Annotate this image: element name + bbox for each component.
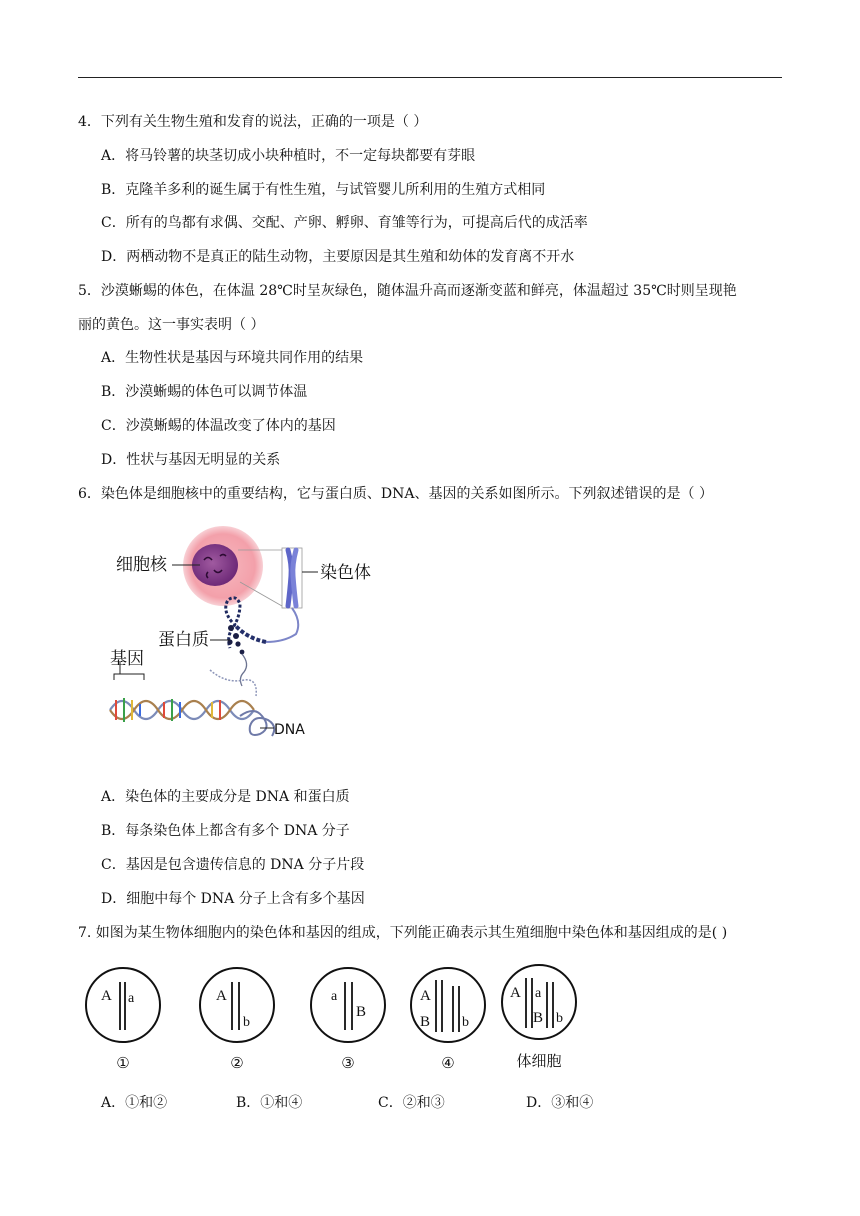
q4-option-b: B．克隆羊多利的诞生属于有性生殖，与试管婴儿所利用的生殖方式相同 <box>101 182 546 198</box>
body-cell <box>502 965 576 1070</box>
q5-stem-line1: 5．沙漠蜥蜴的体色，在体温 28℃时呈灰绿色，随体温升高而逐渐变蓝和鲜亮，体温超过 35℃时则呈现艳 <box>78 283 737 299</box>
cell-3-gene-1: a <box>331 989 338 1004</box>
q7-stem: 7. 如图为某生物体细胞内的染色体和基因的组成，下列能正确表示其生殖细胞中染色体和基因组成的是( ) <box>78 925 728 941</box>
cell-4 <box>411 968 485 1072</box>
cell-3-gene-2: B <box>356 1004 367 1020</box>
q4-option-c: C．所有的鸟都有求偶、交配、产卵、孵卵、育雏等行为，可提高后代的成活率 <box>101 215 588 231</box>
cell-4-gene-2: B <box>420 1014 431 1030</box>
body-cell-caption: 体细胞 <box>516 1052 562 1070</box>
q4-option-a: A．将马铃薯的块茎切成小块种植时，不一定每块都要有芽眼 <box>101 148 476 164</box>
label-nucleus: 细胞核 <box>116 555 167 575</box>
q7-option-c: C．②和③ <box>378 1095 445 1111</box>
q6-option-c: C．基因是包含遗传信息的 DNA 分子片段 <box>101 857 365 873</box>
q5-option-d: D．性状与基因无明显的关系 <box>101 452 281 468</box>
cell-3-caption: ③ <box>341 1054 355 1072</box>
label-gene: 基因 <box>110 649 144 669</box>
label-protein: 蛋白质 <box>158 630 209 650</box>
q6-option-a: A．染色体的主要成分是 DNA 和蛋白质 <box>101 789 350 805</box>
cell-2 <box>200 968 274 1072</box>
q7-option-a: A．①和② <box>101 1095 168 1111</box>
cell-4-gene-3: b <box>462 1015 469 1030</box>
cell-1-gene-1: A <box>101 988 112 1004</box>
q5-option-c: C．沙漠蜥蜴的体温改变了体内的基因 <box>101 418 336 434</box>
q5-option-b: B．沙漠蜥蜴的体色可以调节体温 <box>101 384 308 400</box>
body-cell-gene-2: a <box>535 986 542 1001</box>
label-dna: DNA <box>274 722 305 738</box>
cell-1-caption: ① <box>116 1054 130 1072</box>
cell-3 <box>311 968 385 1072</box>
body-cell-gene-1: A <box>510 985 521 1001</box>
q4-stem: 4．下列有关生物生殖和发育的说法，正确的一项是（ ） <box>78 114 428 130</box>
label-chromosome: 染色体 <box>320 563 371 583</box>
q7-option-b: B．①和④ <box>236 1095 303 1111</box>
q5-stem-line2: 丽的黄色。这一事实表明（ ） <box>78 317 265 333</box>
q4-option-d: D．两栖动物不是真正的陆生动物，主要原因是其生殖和幼体的发育离不开水 <box>101 249 575 265</box>
body-cell-gene-3: B <box>533 1010 544 1026</box>
cell-1-gene-2: a <box>128 991 135 1006</box>
q6-stem: 6．染色体是细胞核中的重要结构，它与蛋白质、DNA、基因的关系如图所示。下列叙述错误的是（ ） <box>78 486 713 502</box>
cell-2-gene-1: A <box>216 988 227 1004</box>
q7-option-d: D．③和④ <box>526 1095 594 1111</box>
q5-option-a: A．生物性状是基因与环境共同作用的结果 <box>101 350 364 366</box>
header-rule <box>78 77 782 78</box>
q7-options <box>101 1092 801 1112</box>
cell-2-caption: ② <box>230 1054 244 1072</box>
cell-1 <box>86 968 160 1072</box>
q6-option-d: D．细胞中每个 DNA 分子上含有多个基因 <box>101 891 365 907</box>
cell-4-caption: ④ <box>441 1054 455 1072</box>
q6-option-b: B．每条染色体上都含有多个 DNA 分子 <box>101 823 350 839</box>
cell-2-gene-2: b <box>243 1015 250 1030</box>
cell-gene-diagram <box>80 960 600 1075</box>
cell-4-gene-1: A <box>420 988 431 1004</box>
body-cell-gene-4: b <box>556 1011 563 1026</box>
chromosome-structure-diagram <box>90 520 410 770</box>
